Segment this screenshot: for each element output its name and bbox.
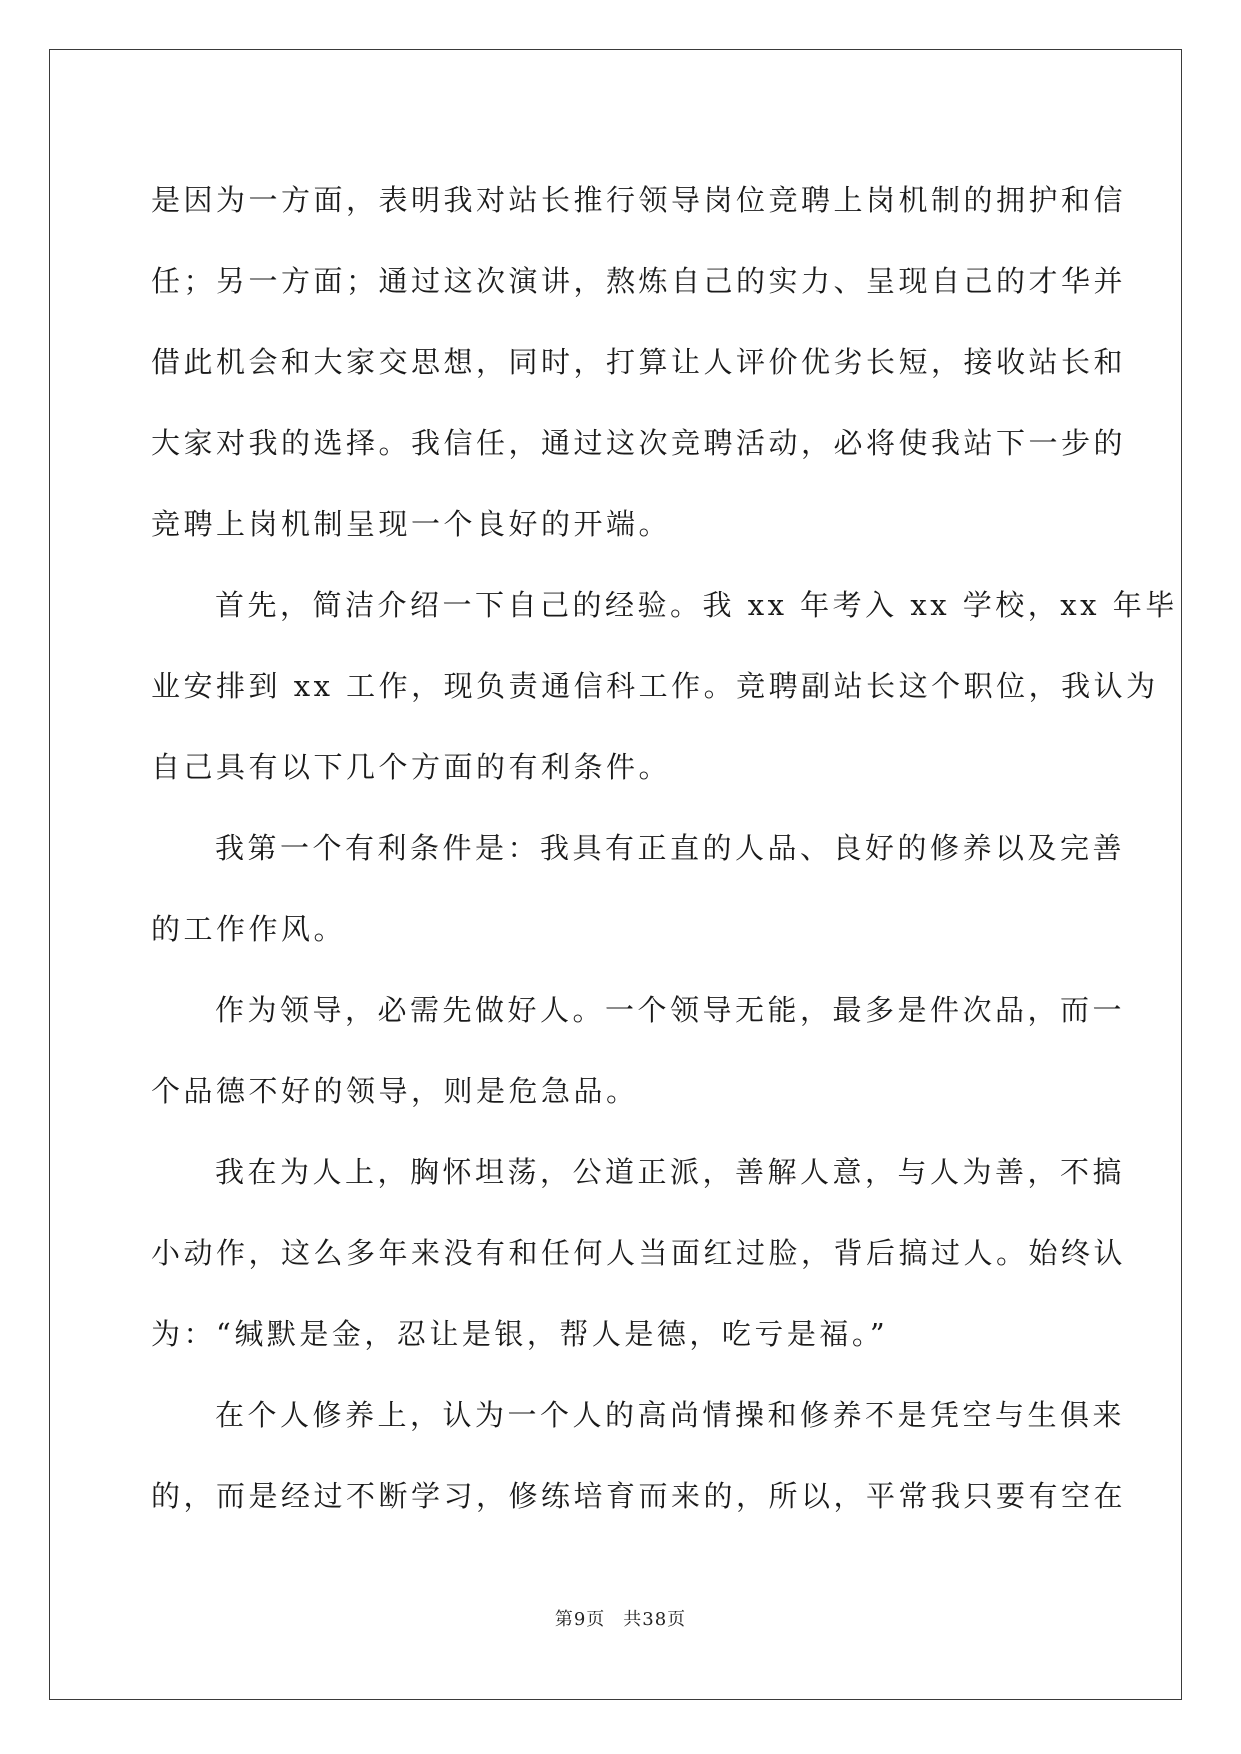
paragraph-3 (151, 808, 1126, 970)
total-pages: 38 (642, 1609, 668, 1630)
text-line: 的，而是经过不断学习，修练培育而来的，所以，平常我只要有空在 (151, 1479, 1127, 1513)
text-line: 我第一个有利条件是：我具有正直的人品、良好的修养以及完善 (215, 831, 1126, 865)
text-line: 首先，简洁介绍一下自己的经验。我 xx 年考入 xx 学校，xx 年毕 (215, 588, 1178, 622)
text-line: 任；另一方面；通过这次演讲，熬炼自己的实力、呈现自己的才华并 (151, 264, 1127, 298)
paragraph-2 (151, 565, 1178, 808)
total-prefix: 共 (623, 1609, 643, 1630)
text-line: 的工作作风。 (151, 912, 347, 946)
paragraph-1 (151, 160, 1127, 565)
paragraph-6 (151, 1375, 1127, 1537)
text-line: 个品德不好的领导，则是危急品。 (151, 1074, 639, 1108)
text-line: 小动作，这么多年来没有和任何人当面红过脸，背后搞过人。始终认 (151, 1236, 1127, 1270)
text-line: 我在为人上，胸怀坦荡，公道正派，善解人意，与人为善，不搞 (215, 1155, 1126, 1189)
text-line: 是因为一方面，表明我对站长推行领导岗位竞聘上岗机制的拥护和信 (151, 183, 1127, 217)
text-line: 为：“缄默是金，忍让是银，帮人是德，吃亏是福。” (151, 1317, 889, 1351)
text-line: 在个人修养上，认为一个人的高尚情操和修养不是凭空与生俱来 (215, 1398, 1126, 1432)
text-line: 大家对我的选择。我信任，通过这次竞聘活动，必将使我站下一步的 (151, 426, 1127, 460)
document-body (151, 160, 1178, 1537)
paragraph-4 (151, 970, 1126, 1132)
total-suffix: 页 (667, 1609, 687, 1630)
paragraph-5 (151, 1132, 1127, 1375)
page-number: 9 (573, 1609, 587, 1630)
text-line: 业安排到 xx 工作，现负责通信科工作。竞聘副站长这个职位，我认为 (151, 669, 1159, 703)
page-footer (0, 1605, 1241, 1631)
page-prefix: 第 (554, 1609, 574, 1630)
page-suffix: 页 (586, 1609, 606, 1630)
text-line: 自己具有以下几个方面的有利条件。 (151, 750, 672, 784)
text-line: 借此机会和大家交思想，同时，打算让人评价优劣长短，接收站长和 (151, 345, 1127, 379)
text-line: 竞聘上岗机制呈现一个良好的开端。 (151, 507, 672, 541)
text-line: 作为领导，必需先做好人。一个领导无能，最多是件次品，而一 (215, 993, 1126, 1027)
